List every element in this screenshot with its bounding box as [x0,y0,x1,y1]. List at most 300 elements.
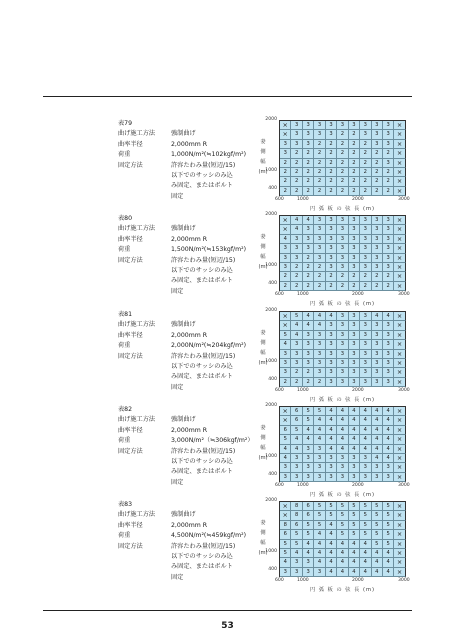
grid-cell: 5 [303,521,314,530]
grid-cell: × [394,530,405,539]
grid-cell: 2 [314,378,325,387]
y-tick-min: 400 [268,377,277,382]
grid-cell: 4 [280,445,291,454]
grid-cell: 3 [303,130,314,139]
grid-cell: 5 [314,511,325,520]
grid-cell: 2 [326,149,337,158]
grid-cell: 3 [314,225,325,234]
load-label: 荷重 [118,151,131,159]
grid-cell: 3 [303,350,314,359]
grid-cell: 5 [303,530,314,539]
grid-cell: 4 [314,416,325,425]
grid-cell: × [394,177,405,186]
fixing-line: み固定、またはボルト [171,563,233,571]
load-value: 1,500N/m²(≒153kgf/m²) [171,246,247,254]
grid-cell: 4 [383,568,394,577]
grid-cell: 5 [326,511,337,520]
grid-cell: 2 [372,159,383,168]
grid-cell: 3 [349,235,360,244]
grid-cell: 3 [383,235,394,244]
y-unit: (m) [258,360,268,366]
grid-cell: 4 [291,435,302,444]
load-value: 2,000N/m²(≒204kgf/m²) [171,342,247,350]
grid-cell: 3 [314,340,325,349]
grid-cell: 3 [372,130,383,139]
grid-cell: × [280,416,291,425]
grid-cell: 4 [372,445,383,454]
method-value: 強制曲げ [171,321,196,329]
grid-cell: 6 [303,502,314,511]
spec-list [118,405,253,488]
grid-cell: 2 [303,272,314,281]
y-tick-max: 2000 [265,308,277,313]
fixing-value [171,447,253,489]
grid-cell: 4 [291,445,302,454]
x-tick: 600 [275,388,284,393]
x-tick: 3000 [398,578,410,583]
grid-cell: 3 [383,130,394,139]
grid-cell: 3 [280,350,291,359]
grid-cell: 3 [337,321,348,330]
grid-cell: 5 [349,502,360,511]
grid-cell: 3 [291,254,302,263]
grid-cell: 3 [360,235,371,244]
grid-cell: 4 [383,454,394,463]
grid-cell: 2 [360,159,371,168]
grid-cell: 3 [383,225,394,234]
grid-cell: 3 [303,445,314,454]
x-tick: 1000 [297,483,309,488]
grid-cell: 4 [383,558,394,567]
radius-value: 2,000mm R [171,331,208,339]
grid-cell: 4 [314,530,325,539]
grid-cell: 3 [360,340,371,349]
grid-cell: 3 [337,340,348,349]
grid-cell: 5 [372,540,383,549]
grid-cell: 4 [303,312,314,321]
grid-cell: 3 [337,463,348,472]
grid-cell: 2 [349,282,360,291]
spec-list [118,310,253,393]
grid-cell: 4 [360,426,371,435]
grid-cell: 5 [372,502,383,511]
grid-cell: 4 [372,549,383,558]
grid-cell: 3 [303,121,314,130]
grid-cell: 4 [326,540,337,549]
grid-cell: 3 [291,463,302,472]
x-ticks [275,292,410,298]
grid-cell: 2 [280,187,291,196]
grid-cell: 2 [360,187,371,196]
grid-cell: 5 [326,502,337,511]
grid-cell: 2 [280,159,291,168]
y-tick-mid: 1000 [265,549,277,554]
grid-cell: 3 [337,263,348,272]
x-tick: 2000 [352,292,364,297]
grid-cell: 3 [303,244,314,253]
grid-cell: 4 [349,416,360,425]
grid-cell: 4 [314,540,325,549]
grid-cell: 3 [314,350,325,359]
grid-cell: 2 [349,130,360,139]
grid-cell: 5 [383,502,394,511]
grid-cell: 3 [349,350,360,359]
grid-cell: 3 [303,359,314,368]
grid-cell: 6 [291,521,302,530]
grid-cell: 2 [337,272,348,281]
y-unit: (m) [258,264,268,270]
grid-cell: 3 [280,368,291,377]
grid-cell: 5 [383,530,394,539]
grid-cell: 5 [383,511,394,520]
grid-cell: 2 [303,282,314,291]
load-label: 荷重 [118,532,131,540]
grid-cell: 3 [360,225,371,234]
grid-cell: 2 [280,378,291,387]
y-tick-mid: 1000 [265,454,277,459]
grid-cell: 3 [337,473,348,482]
grid-cell: 4 [337,540,348,549]
grid-cell: 3 [280,463,291,472]
grid-cell: 2 [314,187,325,196]
grid-cell: 3 [326,368,337,377]
grid-cell: 2 [280,168,291,177]
fixing-line: 固定 [171,573,184,581]
grid-cell: 2 [337,159,348,168]
grid-cell: 3 [349,225,360,234]
grid-cell: 3 [349,359,360,368]
grid-cell: 8 [291,502,302,511]
grid-cell: 3 [360,473,371,482]
x-tick: 1000 [297,292,309,297]
grid-cell: 3 [280,263,291,272]
grid-cell: 2 [291,187,302,196]
grid-cell: 4 [280,454,291,463]
grid-cell: 4 [314,426,325,435]
x-tick: 1000 [297,197,309,202]
grid-cell: 5 [280,331,291,340]
grid-cell: 3 [326,130,337,139]
grid-cell: 4 [360,445,371,454]
y-label-char: 側 [260,530,266,536]
grid-cell: × [394,340,405,349]
grid-cell: 3 [360,359,371,368]
grid-cell: 2 [303,368,314,377]
y-tick-min: 400 [268,472,277,477]
fixing-line: 以下でのサッシのみ込 [171,458,233,466]
grid-cell: 2 [337,168,348,177]
grid-cell: × [280,130,291,139]
grid-cell: 3 [337,244,348,253]
grid-cell: 4 [360,416,371,425]
grid-cell: × [394,282,405,291]
grid-cell: 6 [291,407,302,416]
grid-cell: 2 [337,140,348,149]
y-label-char: 妻 [260,520,266,526]
grid-cell: 3 [372,121,383,130]
y-tick-max: 2000 [265,212,277,217]
grid-cell: 3 [360,216,371,225]
grid-cell: 4 [337,426,348,435]
grid-cell: 3 [372,368,383,377]
load-label: 荷重 [118,342,131,350]
grid-cell: 4 [360,558,371,567]
grid-cell: 6 [303,511,314,520]
grid-cell: 3 [383,359,394,368]
grid-cell: 2 [280,282,291,291]
grid-cell: 5 [303,416,314,425]
grid-cell: 2 [372,149,383,158]
grid-cell: × [394,263,405,272]
grid-cell: 4 [360,407,371,416]
x-tick: 2000 [352,388,364,393]
grid-cell: 2 [360,177,371,186]
radius-value: 2,000mm R [171,521,208,529]
fixing-label: 固定方法 [118,447,143,455]
grid-cell: 8 [280,521,291,530]
grid-cell: 5 [372,521,383,530]
grid-cell: 3 [314,445,325,454]
grid-cell: 3 [383,350,394,359]
grid-cell: 3 [360,121,371,130]
table-title: 表79 [118,120,133,127]
grid-cell: 3 [383,321,394,330]
x-tick: 3000 [398,292,410,297]
method-label: 曲げ施工方法 [118,511,156,519]
grid-cell: 3 [291,454,302,463]
spec-list [118,500,253,583]
grid-cell: 2 [349,159,360,168]
grid-cell: 5 [360,521,371,530]
x-tick: 1000 [297,388,309,393]
grid-cell: 3 [326,225,337,234]
grid-cell: 3 [372,216,383,225]
radius-value: 2,000mm R [171,140,208,148]
grid-cell: 3 [383,244,394,253]
grid-cell: 3 [360,454,371,463]
grid-cell: 2 [291,368,302,377]
grid-cell: 3 [326,254,337,263]
grid-cell: 3 [303,140,314,149]
grid-cell: × [280,321,291,330]
grid-cell: 4 [314,549,325,558]
y-label-char: 側 [260,244,266,250]
grid-cell: 3 [314,331,325,340]
grid-cell: 3 [326,244,337,253]
x-tick: 2000 [352,197,364,202]
grid-cell: 3 [280,140,291,149]
grid-cell: 5 [349,521,360,530]
grid-cell: 3 [383,340,394,349]
grid-cell: 3 [326,216,337,225]
fixing-line: 許容たわみ量(短辺/15) [171,256,236,264]
grid-cell: 3 [337,359,348,368]
top-rule [43,96,412,97]
grid-cell: 4 [372,416,383,425]
grid-cell: 4 [372,426,383,435]
grid-cell: 4 [314,321,325,330]
grid-cell: 3 [291,235,302,244]
grid-cell: 3 [360,321,371,330]
value-grid [279,406,406,482]
grid-cell: 4 [360,435,371,444]
grid-cell: 3 [337,378,348,387]
grid-cell: 4 [326,407,337,416]
y-label-char: 幅 [260,159,266,165]
grid-cell: × [394,159,405,168]
grid-cell: 2 [337,282,348,291]
grid-cell: 2 [383,177,394,186]
load-value: 3,000N/m²（≒306kgf/m²） [171,437,254,445]
grid-cell: 2 [303,168,314,177]
grid-cell: 2 [314,177,325,186]
grid-cell: 3 [291,473,302,482]
fixing-line: 固定 [171,287,184,295]
y-tick-mid: 1000 [265,359,277,364]
grid-cell: 5 [337,511,348,520]
grid-cell: 4 [326,530,337,539]
grid-cell: 2 [360,272,371,281]
grid-cell: 2 [372,272,383,281]
grid-cell: 4 [303,540,314,549]
grid-cell: 5 [372,511,383,520]
grid-cell: 3 [349,368,360,377]
grid-cell: 2 [360,140,371,149]
grid-cell: 3 [349,121,360,130]
grid-cell: × [394,463,405,472]
grid-cell: 3 [314,130,325,139]
y-unit: (m) [258,169,268,175]
grid-cell: 5 [337,521,348,530]
grid-cell: 3 [314,254,325,263]
grid-cell: 2 [372,187,383,196]
grid-cell: 3 [383,216,394,225]
grid-cell: 3 [337,254,348,263]
grid-cell: 3 [372,140,383,149]
grid-cell: 2 [337,177,348,186]
y-tick-mid: 1000 [265,263,277,268]
grid-cell: × [394,321,405,330]
fixing-line: み固定、またはボルト [171,277,233,285]
grid-cell: 3 [303,454,314,463]
grid-cell: 3 [337,454,348,463]
grid-cell: 3 [291,140,302,149]
grid-cell: 3 [326,331,337,340]
x-axis-label: 円 弧 板 の 弦 長 (m) [309,301,376,307]
grid-cell: 4 [349,435,360,444]
grid-cell: 2 [326,177,337,186]
y-tick-min: 400 [268,281,277,286]
grid-cell: × [394,454,405,463]
grid-cell: 3 [314,216,325,225]
grid-cell: 3 [372,359,383,368]
grid-cell: 3 [360,254,371,263]
grid-cell: × [280,121,291,130]
grid-cell: 2 [291,282,302,291]
grid-cell: 4 [337,445,348,454]
y-label-char: 側 [260,435,266,441]
grid-cell: 5 [280,540,291,549]
fixing-value [171,542,253,584]
value-grid [279,311,406,387]
grid-cell: 3 [360,312,371,321]
grid-cell: 4 [303,426,314,435]
grid-cell: 5 [383,540,394,549]
grid-cell: 3 [383,263,394,272]
grid-cell: 4 [326,312,337,321]
grid-cell: 3 [326,350,337,359]
grid-cell: 2 [349,140,360,149]
grid-cell: 2 [291,378,302,387]
grid-cell: 3 [291,350,302,359]
grid-cell: 3 [326,463,337,472]
grid-cell: × [394,168,405,177]
grid-cell: × [394,511,405,520]
grid-cell: 3 [349,244,360,253]
grid-cell: 3 [337,312,348,321]
x-axis-label: 円 弧 板 の 弦 長 (m) [309,587,376,593]
grid-cell: 5 [280,435,291,444]
grid-cell: 3 [280,568,291,577]
grid-cell: 2 [291,168,302,177]
grid-cell: 3 [349,378,360,387]
bottom-rule [43,610,412,611]
grid-cell: 2 [314,159,325,168]
grid-cell: 3 [326,454,337,463]
load-value: 1,000N/m²(≒102kgf/m²) [171,151,247,159]
grid-cell: 4 [291,225,302,234]
grid-cell: 5 [314,521,325,530]
grid-cell: × [394,378,405,387]
grid-cell: 3 [372,235,383,244]
grid-cell: 3 [303,331,314,340]
grid-cell: × [394,130,405,139]
y-tick-min: 400 [268,567,277,572]
fixing-line: 以下でのサッシのみ込 [171,363,233,371]
fixing-label: 固定方法 [118,256,143,264]
grid-cell: 2 [360,149,371,158]
grid-cell: 4 [326,426,337,435]
y-label-char: 幅 [260,350,266,356]
grid-cell: 3 [314,568,325,577]
grid-cell: × [280,511,291,520]
grid-cell: 4 [383,435,394,444]
grid-cell: 3 [372,263,383,272]
method-label: 曲げ施工方法 [118,416,156,424]
x-tick: 2000 [352,483,364,488]
grid-cell: 3 [360,368,371,377]
y-label-char: 幅 [260,540,266,546]
grid-cell: 3 [372,463,383,472]
grid-cell: 4 [303,435,314,444]
grid-cell: × [394,149,405,158]
grid-cell: 2 [349,149,360,158]
grid-cell: 4 [349,407,360,416]
x-axis-label: 円 弧 板 の 弦 長 (m) [309,206,376,212]
grid-cell: 2 [303,254,314,263]
grid-cell: 4 [291,216,302,225]
grid-cell: 3 [372,378,383,387]
grid-cell: 5 [372,530,383,539]
method-value: 強制曲げ [171,416,196,424]
grid-cell: 4 [337,407,348,416]
grid-cell: 3 [372,473,383,482]
load-label: 荷重 [118,246,131,254]
grid-cell: 2 [337,149,348,158]
grid-cell: 2 [314,282,325,291]
grid-cell: 3 [349,454,360,463]
grid-cell: 5 [337,530,348,539]
